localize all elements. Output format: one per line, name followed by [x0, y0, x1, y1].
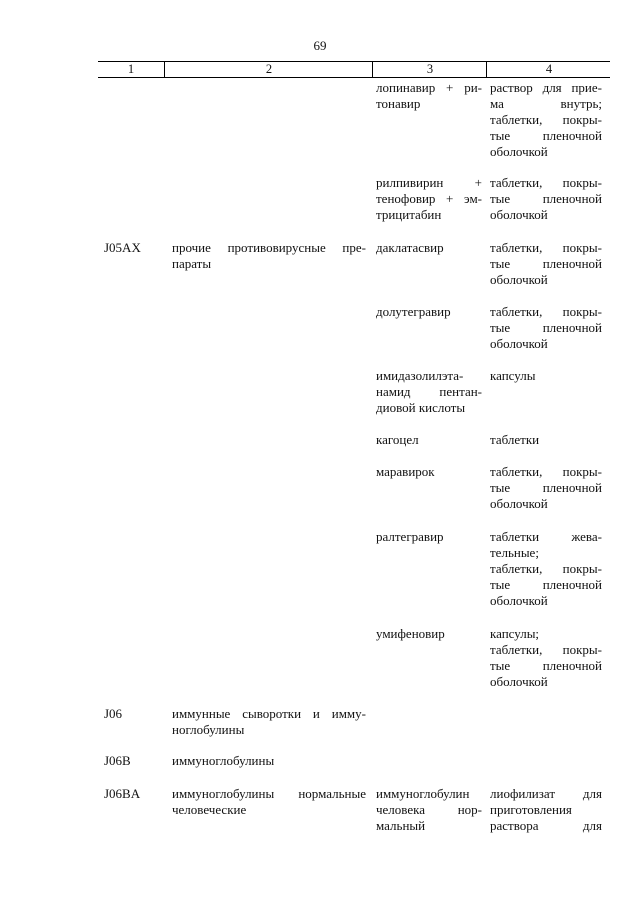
dosage-form-line: оболочкой	[490, 144, 548, 159]
drug-name-line: рилпивирин +	[376, 175, 482, 190]
dosage-form-line: таблетки, покры-	[490, 175, 602, 190]
dosage-form-line: раствора для	[490, 818, 602, 833]
dosage-form-line: тые пленочной	[490, 320, 602, 335]
drug-name-line: тонавир	[376, 96, 421, 111]
atc-code: J06	[104, 706, 123, 721]
atc-code: J06B	[104, 753, 131, 768]
dosage-form	[490, 786, 602, 834]
drug-name-line: человека нор-	[376, 802, 482, 817]
dosage-form	[490, 80, 602, 160]
drug-name-line: тенофовир + эм-	[376, 191, 482, 206]
page-number: 69	[313, 38, 327, 53]
dosage-form	[490, 432, 602, 448]
drug-name-line: иммуноглобулин	[376, 786, 470, 801]
dosage-form-line: тые пленочной	[490, 658, 602, 673]
dosage-form-line: капсулы;	[490, 626, 540, 641]
dosage-form-line: таблетки, покры-	[490, 112, 602, 127]
table-header-row	[98, 61, 610, 78]
drug-name-line: мальный	[376, 818, 426, 833]
drug-name	[376, 626, 482, 642]
dosage-form-line: тые пленочной	[490, 128, 602, 143]
dosage-form	[490, 240, 602, 288]
dosage-form-line: таблетки, покры-	[490, 304, 602, 319]
dosage-form-line: оболочкой	[490, 674, 548, 689]
drug-name	[376, 432, 482, 448]
atc-group-name	[172, 753, 366, 769]
atc-group-name-line: параты	[172, 256, 212, 271]
dosage-form-line: капсулы	[490, 368, 536, 383]
dosage-form-line: приготовления	[490, 802, 572, 817]
drug-name	[376, 240, 482, 256]
dosage-form-line: тые пленочной	[490, 480, 602, 495]
drug-name-line: намид пентан-	[376, 384, 482, 399]
dosage-form	[490, 368, 602, 384]
drug-name	[376, 175, 482, 223]
dosage-form	[490, 626, 602, 690]
drug-name-line: диовой кислоты	[376, 400, 466, 415]
header-col-1: 1	[127, 62, 135, 76]
dosage-form	[490, 464, 602, 512]
drug-name-line: долутегравир	[376, 304, 451, 319]
dosage-form-line: таблетки, покры-	[490, 561, 602, 576]
drug-name-line: лопинавир + ри-	[376, 80, 482, 95]
atc-group-name-line: иммунные сыворотки и имму-	[172, 706, 366, 721]
header-col-4: 4	[486, 62, 611, 77]
drug-name-line: трицитабин	[376, 207, 442, 222]
atc-group-name	[172, 706, 366, 738]
drug-name	[376, 786, 482, 834]
drug-name-line: умифеновир	[376, 626, 445, 641]
atc-group-name-line: иммуноглобулины нормальные	[172, 786, 366, 801]
header-col-2: 2	[164, 62, 373, 77]
drug-name	[376, 304, 482, 320]
dosage-form-line: лиофилизат для	[490, 786, 602, 801]
header-col-3: 3	[372, 62, 487, 77]
drug-name	[376, 464, 482, 480]
drug-name	[376, 368, 482, 416]
dosage-form-line: оболочкой	[490, 593, 548, 608]
dosage-form	[490, 304, 602, 352]
dosage-form-line: тельные;	[490, 545, 539, 560]
dosage-form-line: оболочкой	[490, 336, 548, 351]
dosage-form-line: тые пленочной	[490, 191, 602, 206]
atc-group-name	[172, 240, 366, 272]
dosage-form-line: таблетки, покры-	[490, 642, 602, 657]
dosage-form-line: оболочкой	[490, 207, 548, 222]
dosage-form-line: оболочкой	[490, 496, 548, 511]
atc-code: J05AX	[104, 240, 141, 255]
dosage-form-line: таблетки, покры-	[490, 464, 602, 479]
dosage-form-line: таблетки жева-	[490, 529, 602, 544]
dosage-form-line: тые пленочной	[490, 577, 602, 592]
atc-group-name-line: человеческие	[172, 802, 247, 817]
drug-name	[376, 80, 482, 112]
dosage-form-line: таблетки	[490, 432, 540, 447]
atc-group-name	[172, 786, 366, 818]
dosage-form-line: раствор для прие-	[490, 80, 602, 95]
drug-name-line: даклатасвир	[376, 240, 444, 255]
dosage-form	[490, 175, 602, 223]
drug-name	[376, 529, 482, 545]
dosage-form-line: оболочкой	[490, 272, 548, 287]
atc-code: J06BA	[104, 786, 141, 801]
drug-name-line: ралтегравир	[376, 529, 444, 544]
atc-group-name-line: иммуноглобулины	[172, 753, 275, 768]
atc-group-name-line: прочие противовирусные пре-	[172, 240, 366, 255]
dosage-form-line: ма внутрь;	[490, 96, 602, 111]
dosage-form-line: тые пленочной	[490, 256, 602, 271]
atc-group-name-line: ноглобулины	[172, 722, 245, 737]
drug-name-line: кагоцел	[376, 432, 419, 447]
drug-name-line: маравирок	[376, 464, 435, 479]
dosage-form	[490, 529, 602, 609]
drug-name-line: имидазолилэта-	[376, 368, 464, 383]
dosage-form-line: таблетки, покры-	[490, 240, 602, 255]
